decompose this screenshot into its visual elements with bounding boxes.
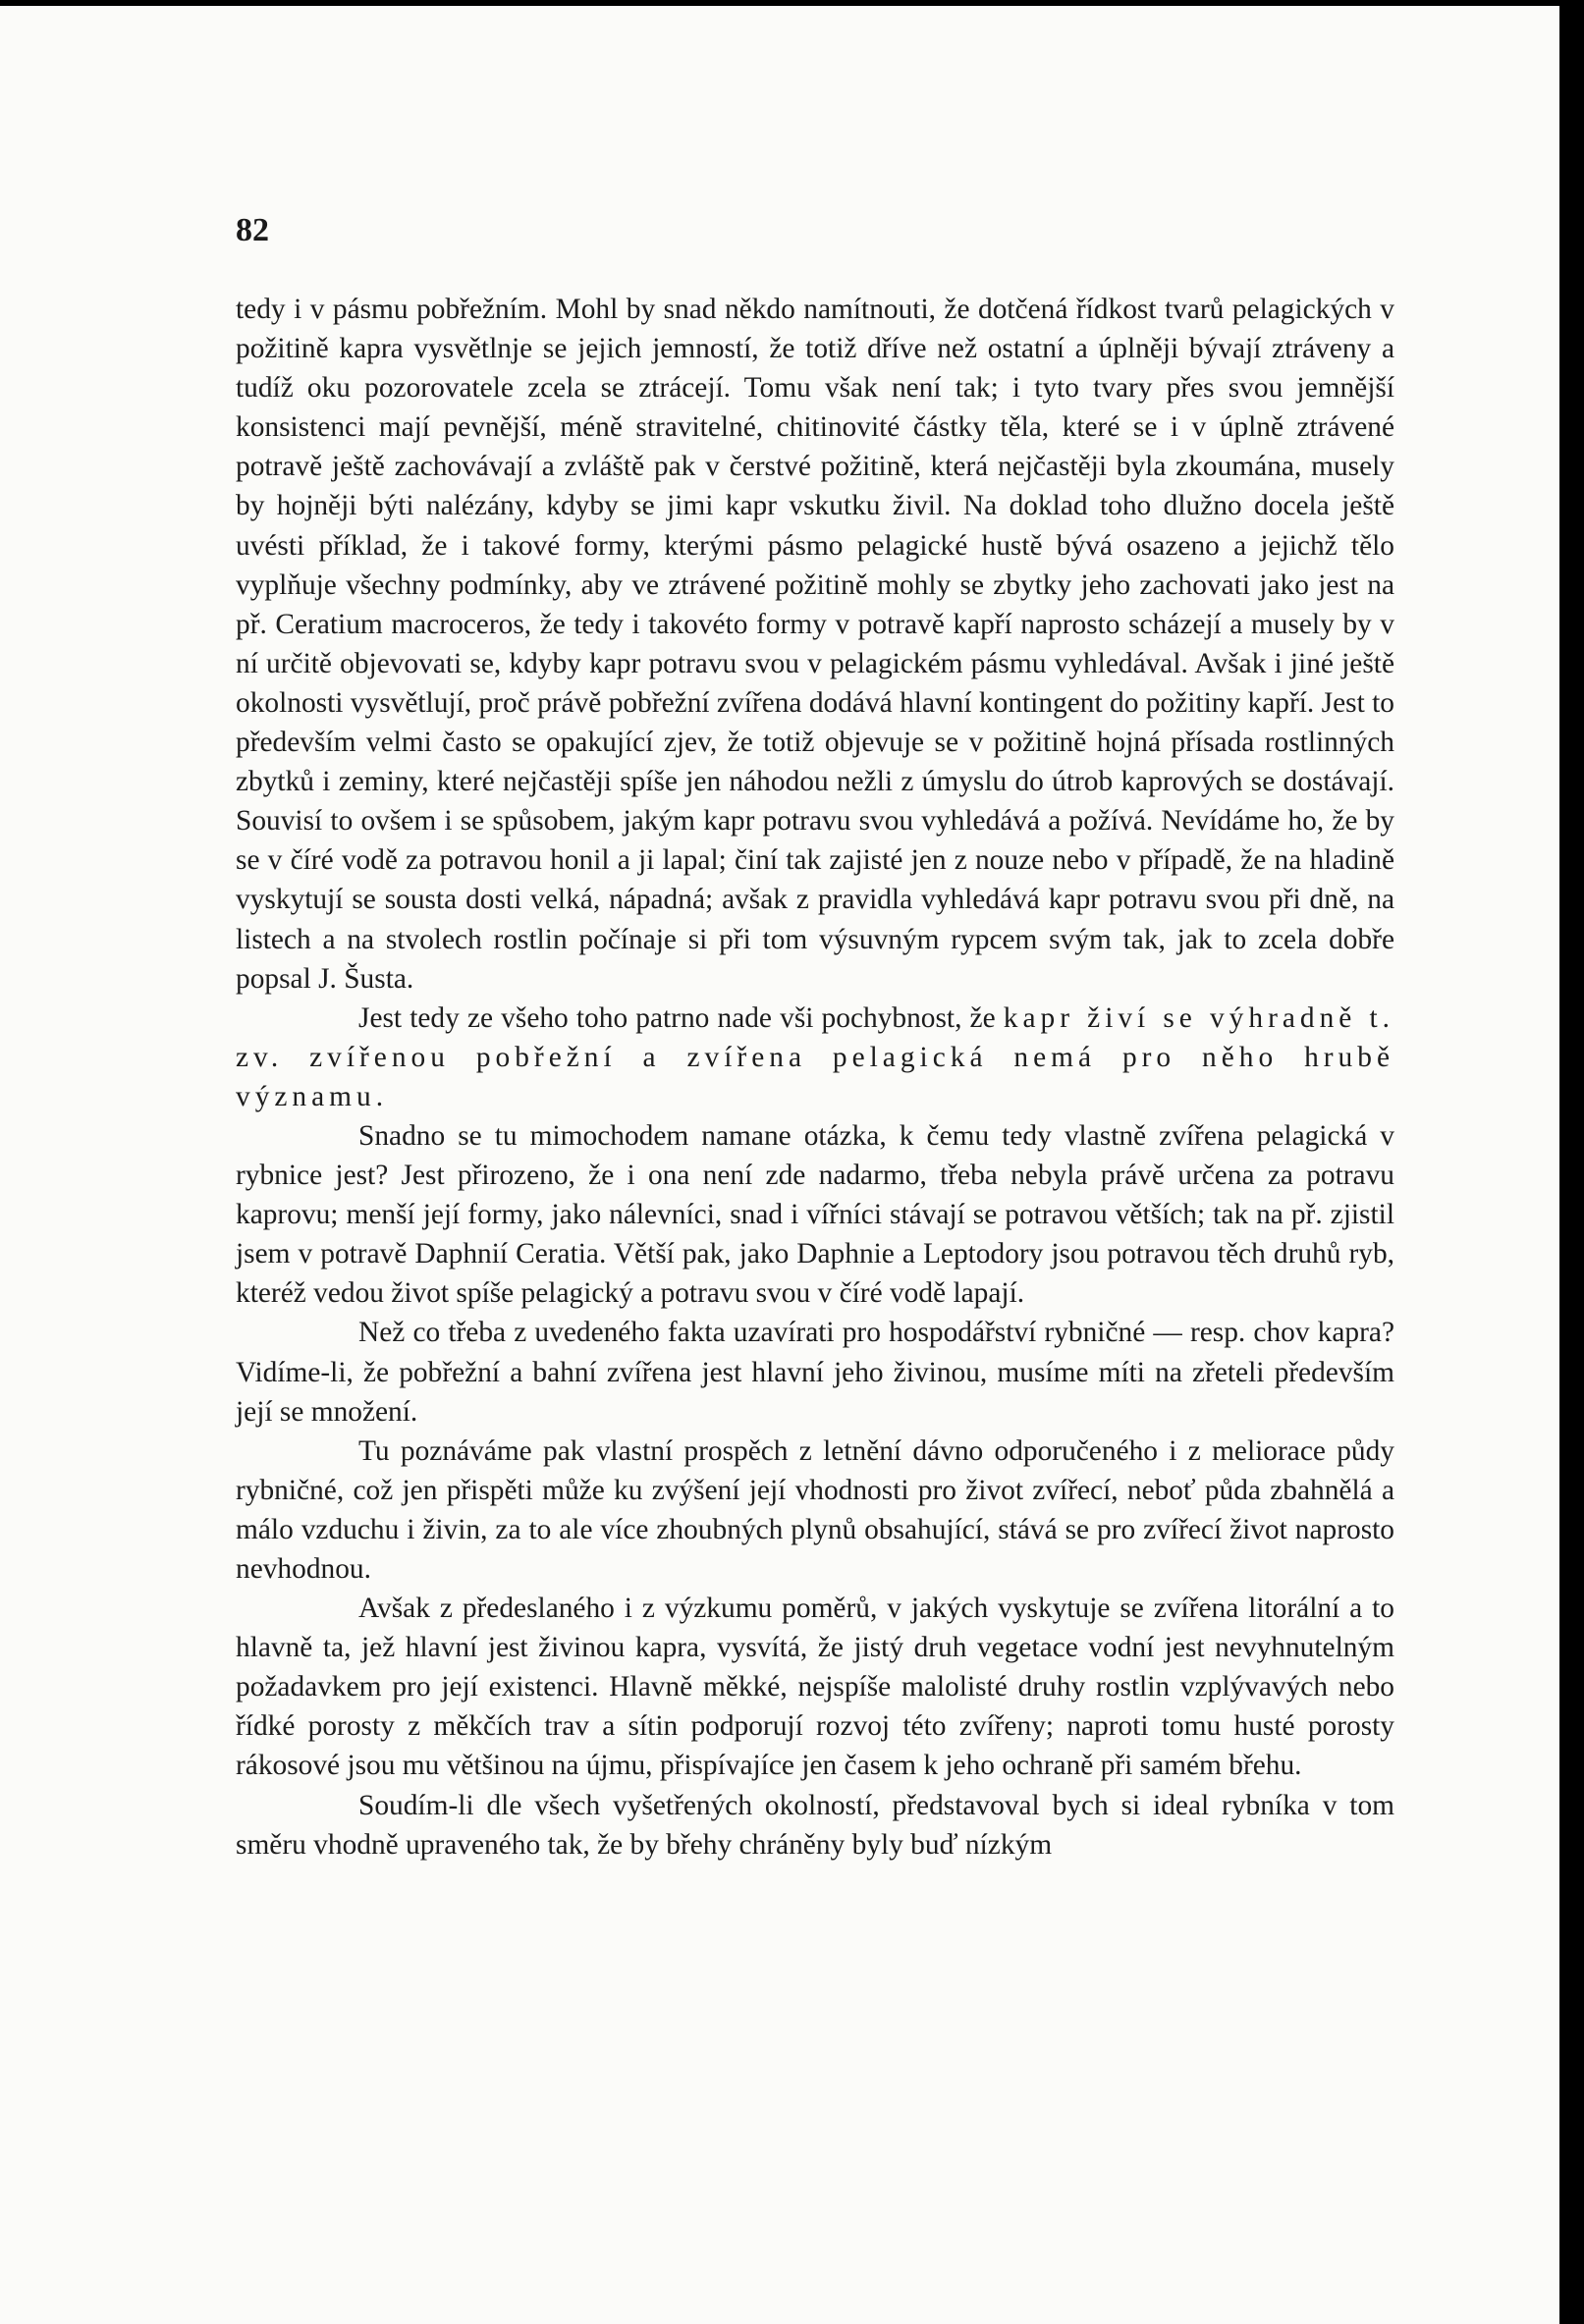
page-number: 82 — [236, 212, 269, 248]
paragraph-breeding: Než co třeba z uvedeného fakta uzavírati pro hospodářství rybničné — resp. chov kapra? Vidíme-li, že pobřežní a bahní zvířena jest hlavní jeho živinou, musíme míti na zřeteli především její se množení. — [236, 1317, 1394, 1428]
paragraph-conclusion-lead: Jest tedy ze všeho toho patrno nade vši pochybnost, že — [358, 1001, 996, 1034]
scan-edge-right — [1559, 0, 1584, 2324]
paragraph-conclusion — [236, 999, 1394, 1116]
paragraph-melioration: Tu poznáváme pak vlastní prospěch z letnění dávno odporučeného i z meliorace půdy rybničné, což jen přispěti může ku zvýšení její vhodnosti pro život zvířecí, neboť půda zbahnělá a málo vzduchu i živin, za to ale více zhoubných plynů obsahující, stává se pro zvířecí život naprosto nevhodnou. — [236, 1434, 1394, 1585]
paragraph-ideal-pond: Soudím-li dle všech vyšetřených okolností, představoval bych si ideal rybníka v tom směru vhodně upraveného tak, že by břehy chráněny byly buď nízkým — [236, 1789, 1394, 1861]
body-text — [236, 290, 1394, 1865]
paragraph-conclusion-emphasis: kapr živí se výhradně t. zv. zvířenou pobřežní a zvířena pelagická nemá pro něho hrubě významu. — [236, 1001, 1394, 1112]
paragraph-pelagic-question: Snadno se tu mimochodem namane otázka, k čemu tedy vlastně zvířena pelagická v rybnice jest? Jest přirozeno, že i ona není zde nadarmo, třeba nebyla právě určena za potravu kaprovu; menší její formy, jako nálevníci, snad i vířníci stávají se potravou větších; tak na př. zjistil jsem v potravě Daphnií Ceratia. Větší pak, jako Daphnie a Leptodory jsou potravou těch druhů ryb, kteréž vedou život spíše pelagický a potravu svou v číré vodě lapají. — [236, 1119, 1394, 1310]
paragraph-vegetation: Avšak z předeslaného i z výzkumu poměrů, v jakých vyskytuje se zvířena litorální a to hlavně ta, jež hlavní jest živinou kapra, vysvítá, že jistý druh vegetace vodní jest nevyhnutelným požadavkem pro její existenci. Hlavně měkké, nejspíše malolisté druhy rostlin vzplývavých nebo řídké porosty z měkčích trav a sítin podporují rozvoj této zvířeny; naproti tomu husté porosty rákosové jsou mu většinou na újmu, přispívajíce jen časem k jeho ochraně při samém břehu. — [236, 1593, 1394, 1782]
scan-edge-top — [0, 0, 1584, 6]
paragraph-continued: tedy i v pásmu pobřežním. Mohl by snad někdo namítnouti, že dotčená řídkost tvarů pelagických v požitině kapra vysvětlnje se jejich jemností, že totiž dříve než ostatní a úplněji bývají ztráveny a tudíž oku pozorovatele zcela se ztrácejí. Tomu však není tak; i tyto tvary přes svou jemnější konsistenci mají pevnější, méně stravitelné, chitinovité částky těla, které se i v úplně ztrávené potravě ještě zachovávají a zvláště pak v čerstvé požitině, která nejčastěji byla zkoumána, musely by hojněji býti nalézány, kdyby se jimi kapr vskutku živil. Na doklad toho dlužno docela ještě uvésti příklad, že i takové formy, kterými pásmo pelagické hustě bývá osazeno a jejichž tělo vyplňuje všechny podmínky, aby ve ztrávené požitině mohly se zbytky jeho zachovati jako jest na př. Ceratium macroceros, že tedy i takovéto formy v potravě kapří naprosto scházejí a musely by v ní určitě objevovati se, kdyby kapr potravu svou v pelagickém pásmu vyhledával. Avšak i jiné ještě okolnosti vysvětlují, proč právě pobřežní zvířena dodává hlavní kontingent do požitiny kapří. Jest to především velmi často se opakující zjev, že totiž objevuje se v požitině hojná přísada rostlinných zbytků i zeminy, které nejčastěji spíše jen náhodou nežli z úmyslu do útrob kaprových se dostávají. Souvisí to ovšem i se spůsobem, jakým kapr potravu svou vyhledává a požívá. Nevídáme ho, že by se v číré vodě za potravou honil a ji lapal; činí tak zajisté jen z nouze nebo v případě, že na hladině vyskytují se sousta dosti velká, nápadná; avšak z pravidla vyhledává kapr potravu svou při dně, na listech a na stvolech rostlin počínaje si při tom výsuvným rypcem svým tak, jak to zcela dobře popsal J. Šusta. — [236, 294, 1394, 995]
